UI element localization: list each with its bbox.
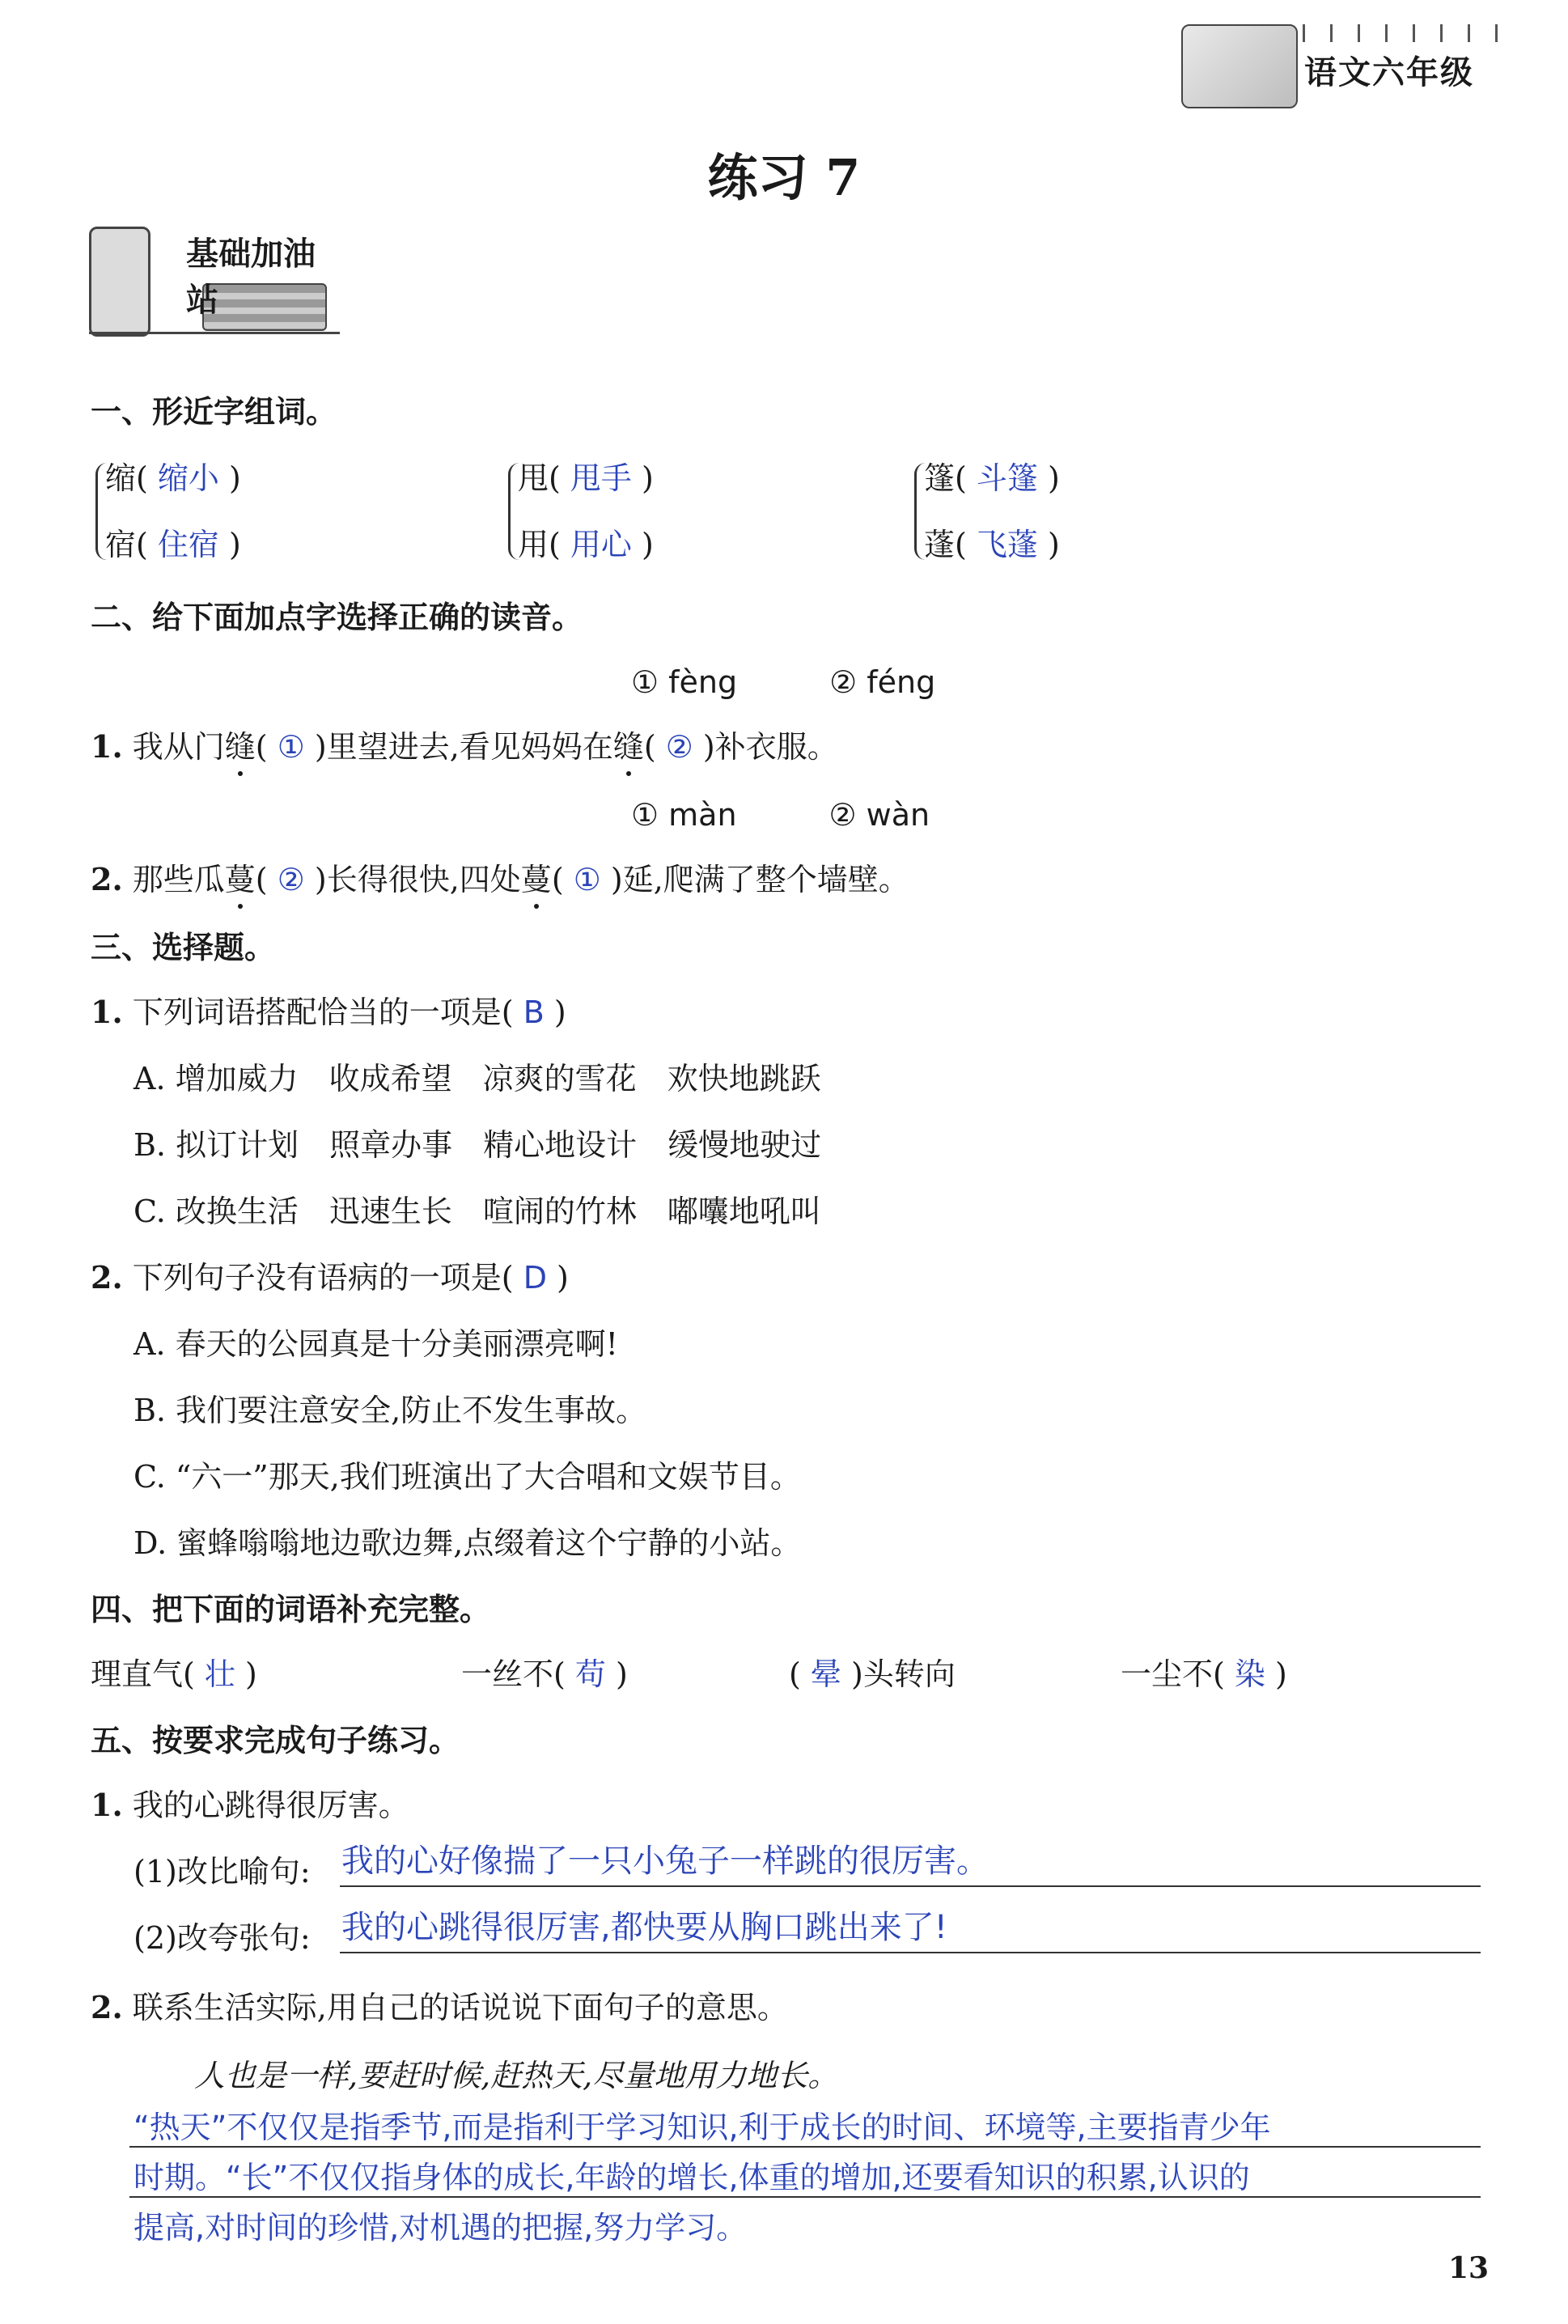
idiom-4: 一尘不( 染 ) (1121, 1656, 1287, 1692)
answer-line (340, 1952, 1481, 1953)
option-3-2-a: A. 春天的公园真是十分美丽漂亮啊! (133, 1326, 618, 1362)
question-3-2: 2. 下列句子没有语病的一项是( D ) (91, 1259, 569, 1296)
word-group-1-row-2: 宿( 住宿 ) (105, 527, 241, 562)
answer-line (340, 1885, 1481, 1887)
question-2-1: 1. 我从门缝( ① )里望进去,看见妈妈在缝( ② )补衣服。 (91, 722, 838, 766)
section-4-heading: 四、把下面的词语补充完整。 (91, 1592, 491, 1627)
section-3-heading: 三、选择题。 (91, 930, 276, 965)
answer: B (523, 994, 545, 1030)
answer: ① (277, 729, 305, 765)
banner-text: 基础加油站 (186, 235, 316, 319)
page-number: 13 (1448, 2251, 1490, 2285)
sub-1-label: (1)改比喻句: (133, 1854, 311, 1889)
quote: 人也是一样,要赶时候,赶热天,尽量地用力地长。 (194, 2058, 839, 2093)
header-badge (1181, 24, 1505, 113)
answer: 晕 (810, 1656, 841, 1692)
answer: 用心 (570, 527, 632, 562)
idiom-3: ( 晕 )头转向 (789, 1656, 956, 1692)
answer-line-1: “热天”不仅仅是指季节,而是指利于学习知识,利于成长的时间、环境等,主要指青少年 (133, 2110, 1271, 2145)
idiom-2: 一丝不( 苟 ) (461, 1656, 628, 1692)
word-group-3-row-2: 蓬( 飞蓬 ) (924, 527, 1060, 562)
idiom-1: 理直气( 壮 ) (91, 1656, 257, 1692)
answer: 斗篷 (976, 460, 1038, 496)
section-2-heading: 二、给下面加点字选择正确的读音。 (91, 600, 583, 635)
word-group-2-row-2: 用( 用心 ) (518, 527, 654, 562)
pinyin-options-2: ① màn ② wàn (631, 797, 930, 833)
answer-line-2: 时期。“长”不仅仅指身体的成长,年龄的增长,体重的增加,还要看知识的积累,认识的 (133, 2160, 1250, 2195)
question-5-1: 1. 我的心跳得很厉害。 (91, 1787, 409, 1823)
answer: 缩小 (157, 460, 219, 496)
answer: 住宿 (157, 527, 219, 562)
answer: 苟 (574, 1656, 606, 1692)
word-group-2-row-1: 甩( 甩手 ) (518, 460, 654, 496)
dotted-char: 蔓 (521, 855, 552, 899)
section-1-heading: 一、形近字组词。 (91, 394, 337, 430)
answer-line-3: 提高,对时间的珍惜,对机遇的把握,努力学习。 (133, 2210, 748, 2246)
dotted-char: 蔓 (225, 855, 256, 899)
answer: 壮 (204, 1656, 235, 1692)
sub-2-label: (2)改夸张句: (133, 1920, 311, 1956)
answer-line (129, 2146, 1481, 2148)
section-banner (89, 218, 340, 340)
option-3-1-a: A. 增加威力 收成希望 凉爽的雪花 欢快地跳跃 (133, 1061, 821, 1096)
word-group-3-row-1: 篷( 斗篷 ) (924, 460, 1060, 496)
page-title: 练习 7 (707, 148, 861, 207)
answer-line (129, 2196, 1481, 2198)
pinyin-options-1: ① fèng ② féng (631, 664, 936, 700)
word-group-1-row-1: 缩( 缩小 ) (105, 460, 241, 496)
option-3-2-b: B. 我们要注意安全,防止不发生事故。 (133, 1393, 647, 1428)
answer: 飞蓬 (976, 527, 1038, 562)
section-5-heading: 五、按要求完成句子练习。 (91, 1723, 460, 1758)
fuel-pump-icon (89, 227, 150, 337)
sub-1-answer: 我的心好像揣了一只小兔子一样跳的很厉害。 (341, 1843, 989, 1880)
dotted-char: 缝 (225, 722, 256, 766)
badge-text: 语文六年级 (1304, 54, 1474, 91)
banner-divider (89, 332, 340, 334)
sub-2-answer: 我的心跳得很厉害,都快要从胸口跳出来了! (341, 1909, 947, 1946)
badge-illustration-icon (1181, 24, 1298, 108)
question-3-1: 1. 下列词语搭配恰当的一项是( B ) (91, 994, 566, 1030)
option-3-1-b: B. 拟订计划 照章办事 精心地设计 缓慢地驶过 (133, 1127, 822, 1163)
option-3-2-c: C. “六一”那天,我们班演出了大合唱和文娱节目。 (133, 1459, 801, 1495)
answer: 甩手 (570, 460, 632, 496)
answer: ② (277, 862, 305, 897)
question-2-2: 2. 那些瓜蔓( ② )长得很快,四处蔓( ① )延,爬满了整个墙壁。 (91, 855, 909, 899)
dotted-char: 缝 (613, 722, 644, 766)
question-5-2: 2. 联系生活实际,用自己的话说说下面句子的意思。 (91, 1989, 788, 2025)
answer: ② (665, 729, 693, 765)
answer: 染 (1234, 1656, 1265, 1692)
option-3-2-d: D. 蜜蜂嗡嗡地边歌边舞,点缀着这个宁静的小站。 (133, 1525, 802, 1561)
answer: ① (573, 862, 601, 897)
answer: D (523, 1260, 547, 1296)
option-3-1-c: C. 改换生活 迅速生长 喧闹的竹林 嘟囔地吼叫 (133, 1194, 821, 1229)
badge-decoration (1303, 24, 1505, 42)
